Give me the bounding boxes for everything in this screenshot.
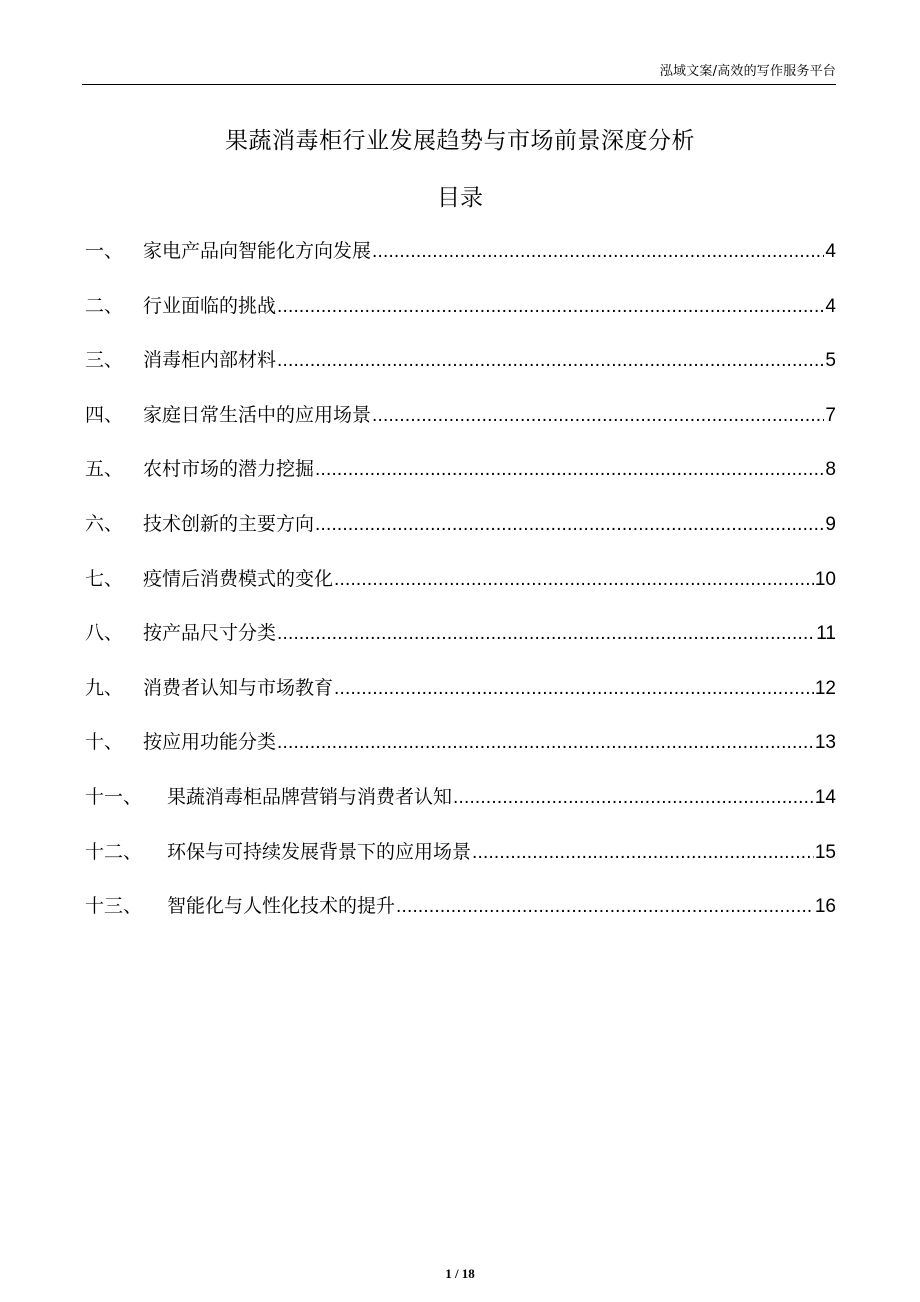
toc-entry-page: 7 — [825, 404, 836, 426]
toc-entry-number: 七、 — [85, 567, 124, 590]
toc-entry-1[interactable] — [85, 236, 836, 291]
toc-entry-number: 十二、 — [85, 840, 143, 863]
toc-entry-number: 十、 — [85, 731, 124, 754]
toc-leader-dots — [334, 565, 814, 595]
toc-entry-4[interactable] — [85, 400, 836, 455]
toc-entry-label: 消费者认知与市场教育 — [143, 676, 334, 699]
toc-entry-label: 环保与可持续发展背景下的应用场景 — [167, 840, 472, 863]
toc-heading: 目录 — [437, 185, 483, 211]
toc-leader-dots — [277, 619, 815, 649]
toc-leader-dots — [315, 455, 824, 485]
toc-entry-number: 一、 — [85, 240, 124, 262]
toc-leader-dots — [277, 292, 824, 322]
document-title: 果蔬消毒柜行业发展趋势与市场前景深度分析 — [225, 128, 695, 154]
toc-entry-label: 家电产品向智能化方向发展 — [143, 240, 372, 262]
toc-entry-number: 八、 — [85, 622, 124, 645]
toc-entry-7[interactable] — [85, 564, 836, 619]
toc-leader-dots — [315, 510, 824, 540]
header-brand: 泓域文案/高效的写作服务平台 — [659, 64, 836, 79]
toc-entry-page: 11 — [816, 623, 836, 645]
toc-entry-number: 六、 — [85, 512, 124, 535]
toc-entry-number: 九、 — [85, 676, 124, 699]
toc-entry-label: 农村市场的潜力挖掘 — [143, 458, 315, 481]
toc-entry-number: 十一、 — [85, 785, 143, 808]
toc-leader-dots — [396, 892, 814, 922]
toc-entry-page: 12 — [814, 677, 836, 699]
table-of-contents — [85, 236, 836, 946]
toc-leader-dots — [334, 674, 814, 704]
toc-entry-page: 16 — [814, 896, 836, 918]
toc-entry-5[interactable] — [85, 454, 836, 509]
toc-entry-label: 果蔬消毒柜品牌营销与消费者认知 — [167, 785, 453, 808]
toc-entry-10[interactable] — [85, 727, 836, 782]
toc-entry-label: 按应用功能分类 — [143, 731, 277, 754]
toc-entry-12[interactable] — [85, 837, 836, 892]
toc-leader-dots — [372, 237, 824, 267]
toc-leader-dots — [277, 728, 814, 758]
toc-entry-3[interactable] — [85, 345, 836, 400]
toc-entry-page: 9 — [825, 513, 836, 535]
header-rule — [82, 84, 836, 85]
toc-entry-11[interactable] — [85, 782, 836, 837]
toc-entry-number: 四、 — [85, 403, 124, 426]
toc-entry-label: 疫情后消费模式的变化 — [143, 567, 334, 590]
toc-entry-page: 14 — [814, 786, 836, 808]
toc-leader-dots — [472, 838, 814, 868]
page-indicator: 1 / 18 — [445, 1266, 475, 1281]
toc-entry-page: 4 — [825, 295, 836, 317]
toc-entry-page: 4 — [825, 241, 836, 262]
toc-entry-number: 五、 — [85, 458, 124, 481]
toc-entry-label: 智能化与人性化技术的提升 — [167, 895, 396, 918]
toc-entry-label: 家庭日常生活中的应用场景 — [143, 403, 372, 426]
toc-entry-6[interactable] — [85, 509, 836, 564]
toc-entry-page: 5 — [825, 350, 836, 372]
toc-entry-8[interactable] — [85, 618, 836, 673]
toc-leader-dots — [453, 783, 814, 813]
toc-entry-label: 技术创新的主要方向 — [143, 512, 315, 535]
toc-leader-dots — [277, 346, 824, 376]
toc-leader-dots — [372, 401, 824, 431]
toc-entry-page: 10 — [814, 568, 836, 590]
toc-entry-label: 行业面临的挑战 — [143, 294, 277, 317]
toc-entry-page: 13 — [814, 732, 836, 754]
toc-entry-label: 按产品尺寸分类 — [143, 622, 277, 645]
toc-entry-13[interactable] — [85, 891, 836, 946]
toc-entry-number: 三、 — [85, 349, 124, 372]
toc-entry-number: 十三、 — [85, 895, 143, 918]
toc-entry-page: 15 — [814, 841, 836, 863]
toc-entry-page: 8 — [825, 459, 836, 481]
toc-entry-9[interactable] — [85, 673, 836, 728]
toc-entry-number: 二、 — [85, 294, 124, 317]
toc-entry-2[interactable] — [85, 291, 836, 346]
toc-entry-label: 消毒柜内部材料 — [143, 349, 277, 372]
